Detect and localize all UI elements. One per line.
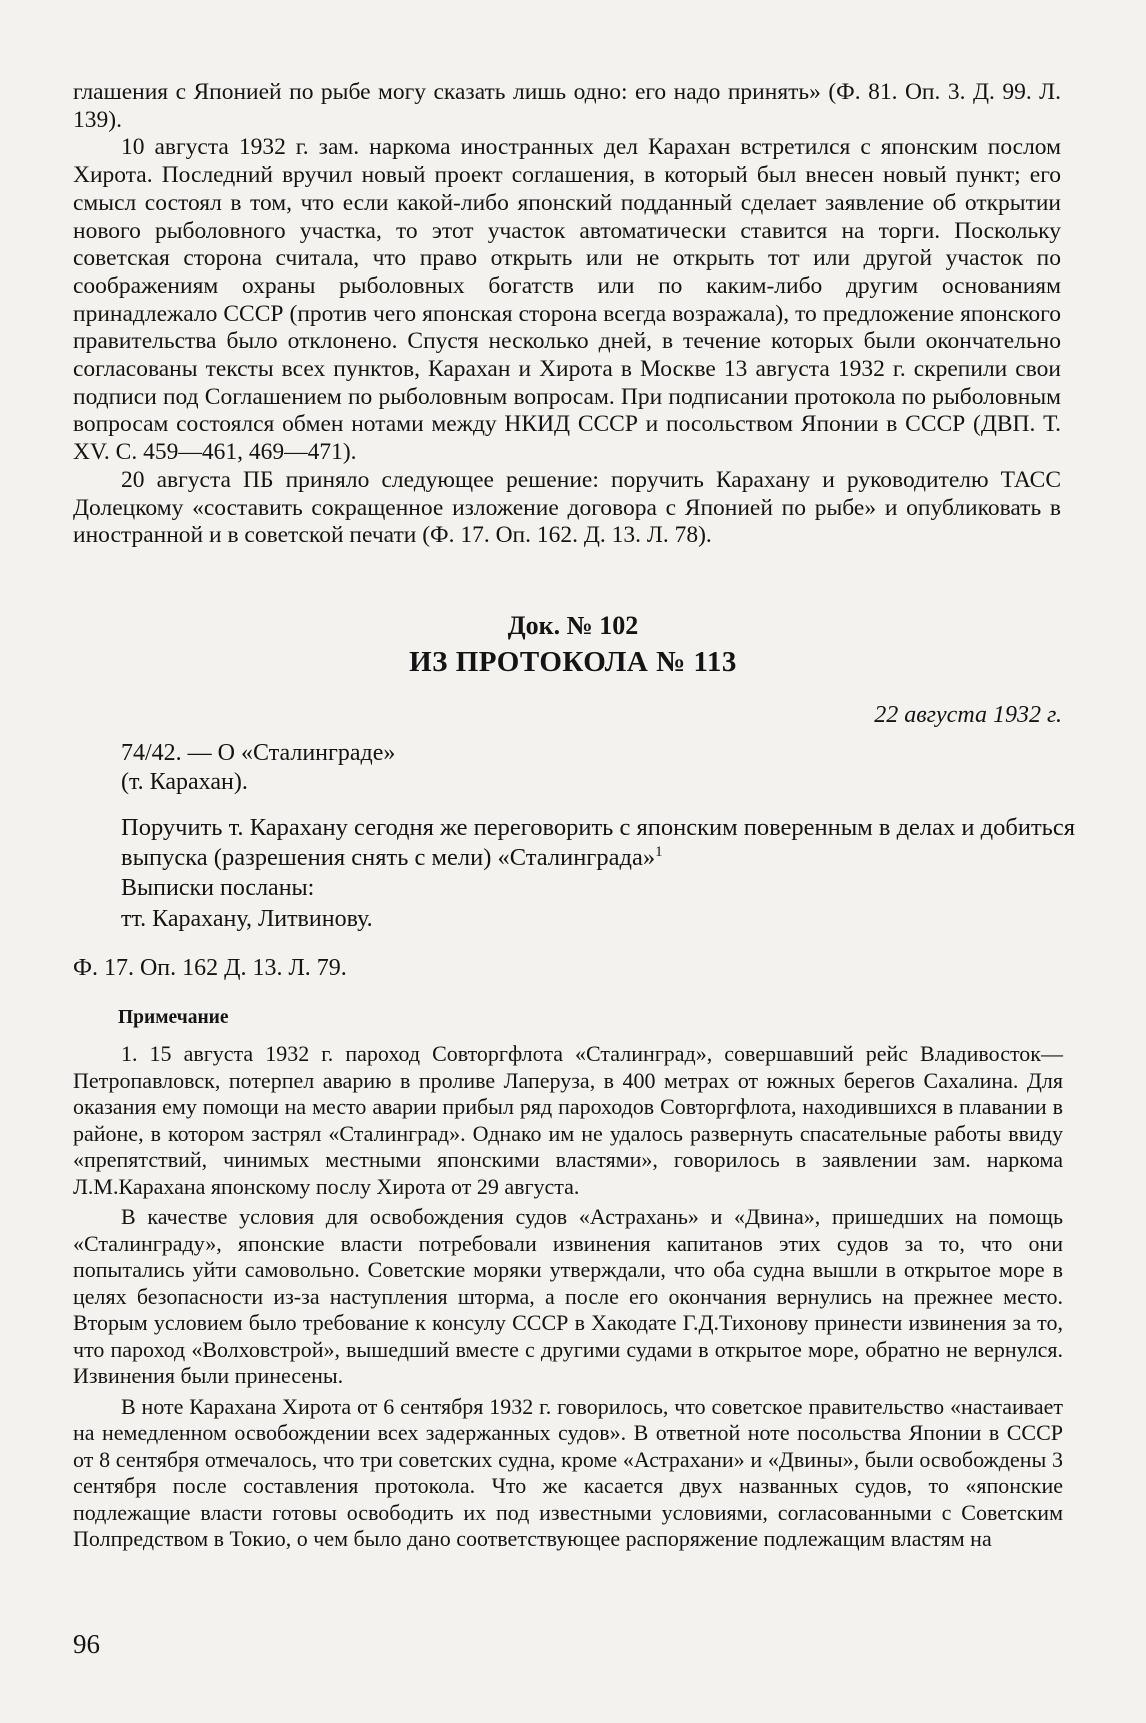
- decision-text: [121, 813, 1075, 873]
- archive-reference: Ф. 17. Оп. 162 Д. 13. Л. 79.: [73, 955, 347, 981]
- document-title: ИЗ ПРОТОКОЛА № 113: [409, 646, 737, 678]
- agenda-speaker: (т. Карахан).: [121, 769, 248, 795]
- note-paragraph-2: В качестве условия для освобождения судов «Астрахань» и «Двина», пришедших на помощь «Сталинграду», японские власти потребовали извинения капитанов этих судов за то, что они попытались уйти самовольно. Советские моряки утверждали, что оба судна вышли в открытое море в целях безопасности из-за наступления шторма, а после его окончания вернулись на прежнее место. Вторым условием было требование к консулу СССР в Хакодате Г.Д.Тихонову принести извинения за то, что пароход «Волховстрой», вышедший вместе с другими судами в открытое море, обратно не вернулся. Извинения были принесены.: [73, 1204, 1063, 1388]
- agenda-item: 74/42. — О «Сталинграде»: [121, 740, 396, 766]
- decision-body: Поручить т. Карахану сегодня же переговорить с японским поверенным в делах и добиться выпуска (разрешения снять с мели) «Сталинграда»: [121, 814, 1075, 871]
- intro-section: [73, 79, 1061, 550]
- footnote-marker: 1: [655, 843, 663, 860]
- notes-heading: Примечание: [118, 1007, 229, 1028]
- extracts-sent-label: Выписки посланы:: [121, 875, 315, 901]
- intro-paragraph-1: глашения с Японией по рыбе могу сказать лишь одно: его надо принять» (Ф. 81. Оп. 3. Д. 99. Л. 139).: [73, 79, 1061, 133]
- note-paragraph-3: В ноте Карахана Хирота от 6 сентября 1932 г. говорилось, что советское правительство «настаивает на немедленном освобождении всех задержанных судов». В ответной ноте посольства Японии в СССР от 8 сентября отмечалось, что три советских судна, кроме «Астрахани» и «Двины», были освобождены 3 сентября после составления протокола. Что же касается двух названных судов, то «японские подлежащие власти готовы освободить их под известными условиями, согласованными с Советским Полпредством в Токио, о чем было дано соответствующее распоряжение подлежащим властям на: [73, 1393, 1063, 1551]
- note-paragraph-1: 1. 15 августа 1932 г. пароход Совторгфлота «Сталинград», совершавший рейс Владивосток—Петропавловск, потерпел аварию в проливе Лаперуза, в 400 метрах от южных берегов Сахалина. Для оказания ему помощи на место аварии прибыл ряд пароходов Совторгфлота, находившихся в плавании в районе, в котором застрял «Сталинград». Однако им не удалось развернуть спасательные работы ввиду «препятствий, чинимых местными японскими властями», говорилось в заявлении зам. наркома Л.М.Карахана японскому послу Хирота от 29 августа.: [73, 1041, 1063, 1199]
- intro-paragraph-3: 20 августа ПБ приняло следующее решение: поручить Карахану и руководителю ТАСС Долецкому «составить сокращенное изложение договора с Японией по рыбе» и опубликовать в иностранной и в советской печати (Ф. 17. Оп. 162. Д. 13. Л. 78).: [73, 466, 1061, 549]
- page-number: 96: [73, 1629, 100, 1659]
- extracts-recipients: тт. Карахану, Литвинову.: [121, 906, 373, 932]
- document-date: 22 августа 1932 г.: [874, 702, 1062, 728]
- document-number: Док. № 102: [507, 611, 639, 640]
- notes-section: [73, 1041, 1063, 1553]
- intro-paragraph-2: 10 августа 1932 г. зам. наркома иностранных дел Карахан встретился с японским послом Хирота. Последний вручил новый проект соглашения, в который был внесен новый пункт; его смысл состоял в том, что если какой-либо японский подданный сделает заявление об открытии нового рыболовного участка, то этот участок автоматически ставится на торги. Поскольку советская сторона считала, что право открыть или не открыть тот или другой участок по соображениям охраны рыболовных богатств или по каким-либо другим основаниям принадлежало СССР (против чего японская сторона всегда возражала), то предложение японского правительства было отклонено. Спустя несколько дней, в течение которых были окончательно согласованы тексты всех пунктов, Карахан и Хирота в Москве 13 августа 1932 г. скрепили свои подписи под Соглашением по рыболовным вопросам. При подписании протокола по рыболовным вопросам состоялся обмен нотами между НКИД СССР и посольством Японии в СССР (ДВП. Т. XV. С. 459—461, 469—471).: [73, 134, 1061, 466]
